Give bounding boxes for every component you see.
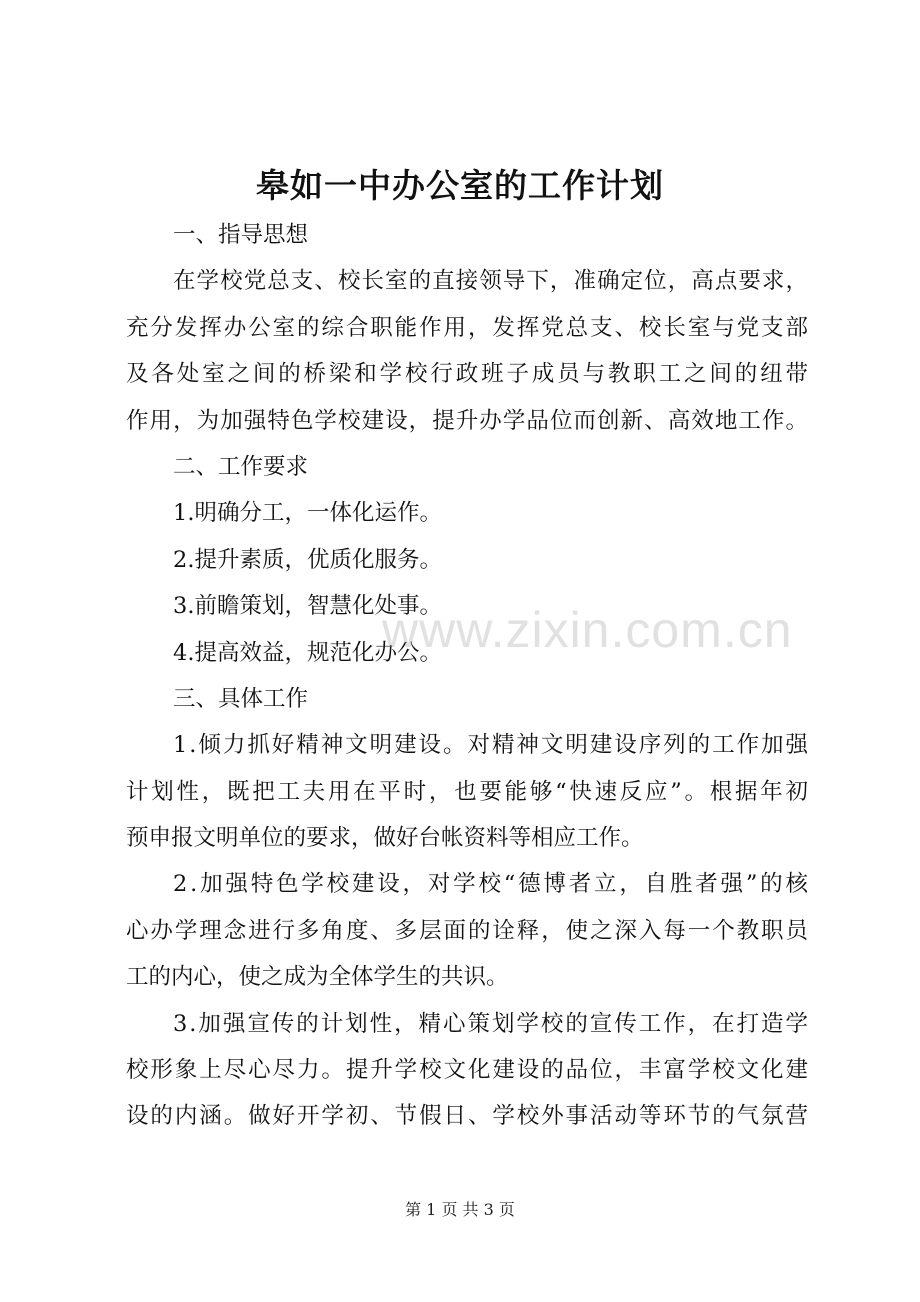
document-title: 皋如一中办公室的工作计划 xyxy=(256,166,664,205)
body-line: 2.加强特色学校建设，对学校“德博者立，自胜者强”的核 xyxy=(173,871,811,898)
body-line: 3.加强宣传的计划性，精心策划学校的宣传工作，在打造学 xyxy=(173,1010,810,1037)
body-line: 工的内心，使之成为全体学生的共识。 xyxy=(126,964,509,991)
body-line: 心办学理念进行多角度、多层面的诠释，使之深入每一个教职员 xyxy=(126,917,810,944)
body-line: 4.提高效益，规范化办公。 xyxy=(173,639,442,666)
page-number: 第 1 页 共 3 页 xyxy=(405,1200,515,1219)
document-body xyxy=(126,212,811,1140)
body-line: 二、工作要求 xyxy=(173,453,309,480)
body-line: 三、具体工作 xyxy=(173,685,309,712)
body-line: 充分发挥办公室的综合职能作用，发挥党总支、校长室与党支部 xyxy=(126,314,810,341)
body-line: 预申报文明单位的要求，做好台帐资料等相应工作。 xyxy=(126,825,644,852)
body-line: 设的内涵。做好开学初、节假日、学校外事活动等环节的气氛营 xyxy=(126,1103,810,1130)
body-line: 1.倾力抓好精神文明建设。对精神文明建设序列的工作加强 xyxy=(173,732,810,759)
body-line: 一、指导思想 xyxy=(173,222,309,248)
body-line: 1.明确分工，一体化运作。 xyxy=(173,500,442,527)
body-line: 作用，为加强特色学校建设，提升办学品位而创新、高效地工作。 xyxy=(126,407,810,434)
body-line: 计划性，既把工夫用在平时，也要能够“快速反应”。根据年初 xyxy=(126,778,811,805)
body-line: 在学校党总支、校长室的直接领导下，准确定位，高点要求， xyxy=(173,268,810,295)
watermark-text: www.zixin.com.cn xyxy=(382,602,793,658)
body-line: 校形象上尽心尽力。提升学校文化建设的品位，丰富学校文化建 xyxy=(126,1057,810,1084)
body-line: 3.前瞻策划，智慧化处事。 xyxy=(173,593,442,620)
body-line: 2.提升素质，优质化服务。 xyxy=(173,546,442,573)
body-line: 及各处室之间的桥梁和学校行政班子成员与教职工之间的纽带 xyxy=(126,361,811,388)
